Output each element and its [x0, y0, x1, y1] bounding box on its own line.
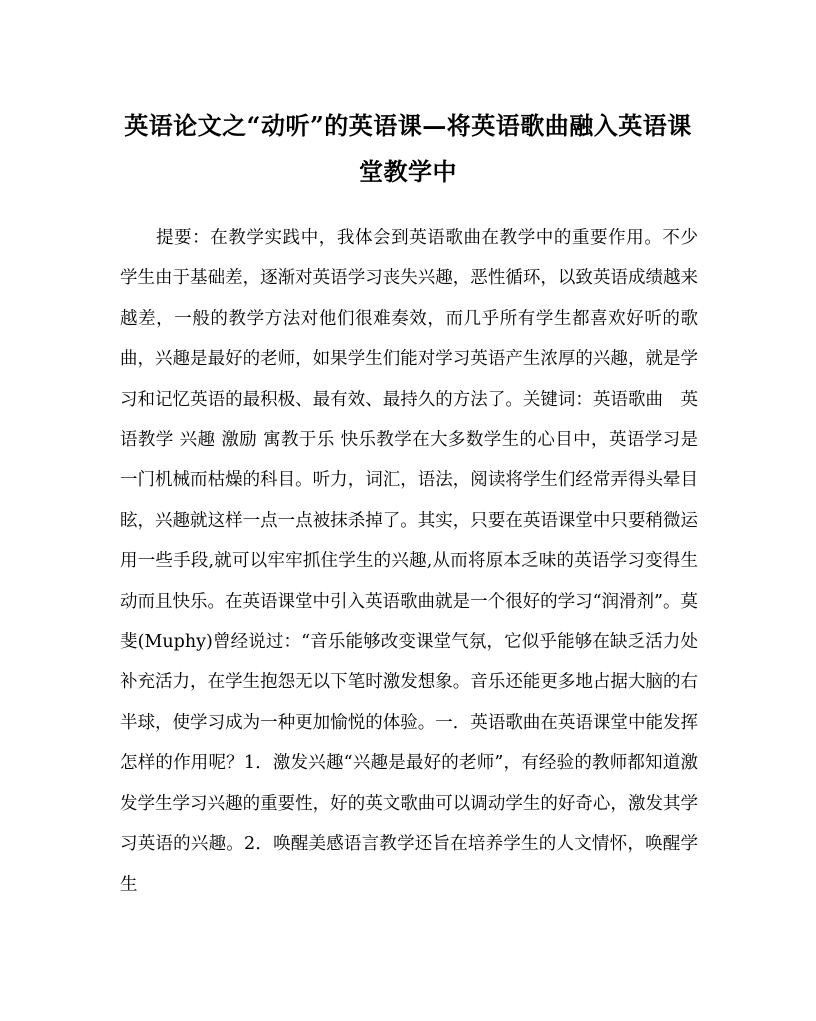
document-title: 英语论文之“动听”的英语课—将英语歌曲融入英语课堂教学中	[124, 111, 692, 186]
document-body-paragraph: 提要：在教学实践中，我体会到英语歌曲在教学中的重要作用。不少学生由于基础差，逐渐对英语学习丧失兴趣，恶性循环，以致英语成绩越来越差，一般的教学方法对他们很难奏效，而几乎所有学生都喜欢好听的歌曲，兴趣是最好的老师，如果学生们能对学习英语产生浓厚的兴趣，就是学习和记忆英语的最积极、最有效、最持久的方法了。关键词：英语歌曲 英语教学 兴趣 激励 寓教于乐 快乐教学在大多数学生的心目中，英语学习是一门机械而枯燥的科目。听力，词汇，语法，阅读将学生们经常弄得头晕目眩，兴趣就这样一点一点被抹杀掉了。其实，只要在英语课堂中只要稍微运用一些手段,就可以牢牢抓住学生的兴趣,从而将原本乏味的英语学习变得生动而且快乐。在英语课堂中引入英语歌曲就是一个很好的学习“润滑剂”。莫斐(Muphy)曾经说过：“音乐能够改变课堂气氛，它似乎能够在缺乏活力处补充活力，在学生抱怨无以下笔时激发想象。音乐还能更多地占据大脑的右半球，使学习成为一种更加愉悦的体验。一．英语歌曲在英语课堂中能发挥怎样的作用呢？1．激发兴趣“兴趣是最好的老师”，有经验的教师都知道激发学生学习兴趣的重要性，好的英文歌曲可以调动学生的好奇心，激发其学习英语的兴趣。2．唤醒美感语言教学还旨在培养学生的人文情怀，唤醒学生	[120, 228, 698, 895]
